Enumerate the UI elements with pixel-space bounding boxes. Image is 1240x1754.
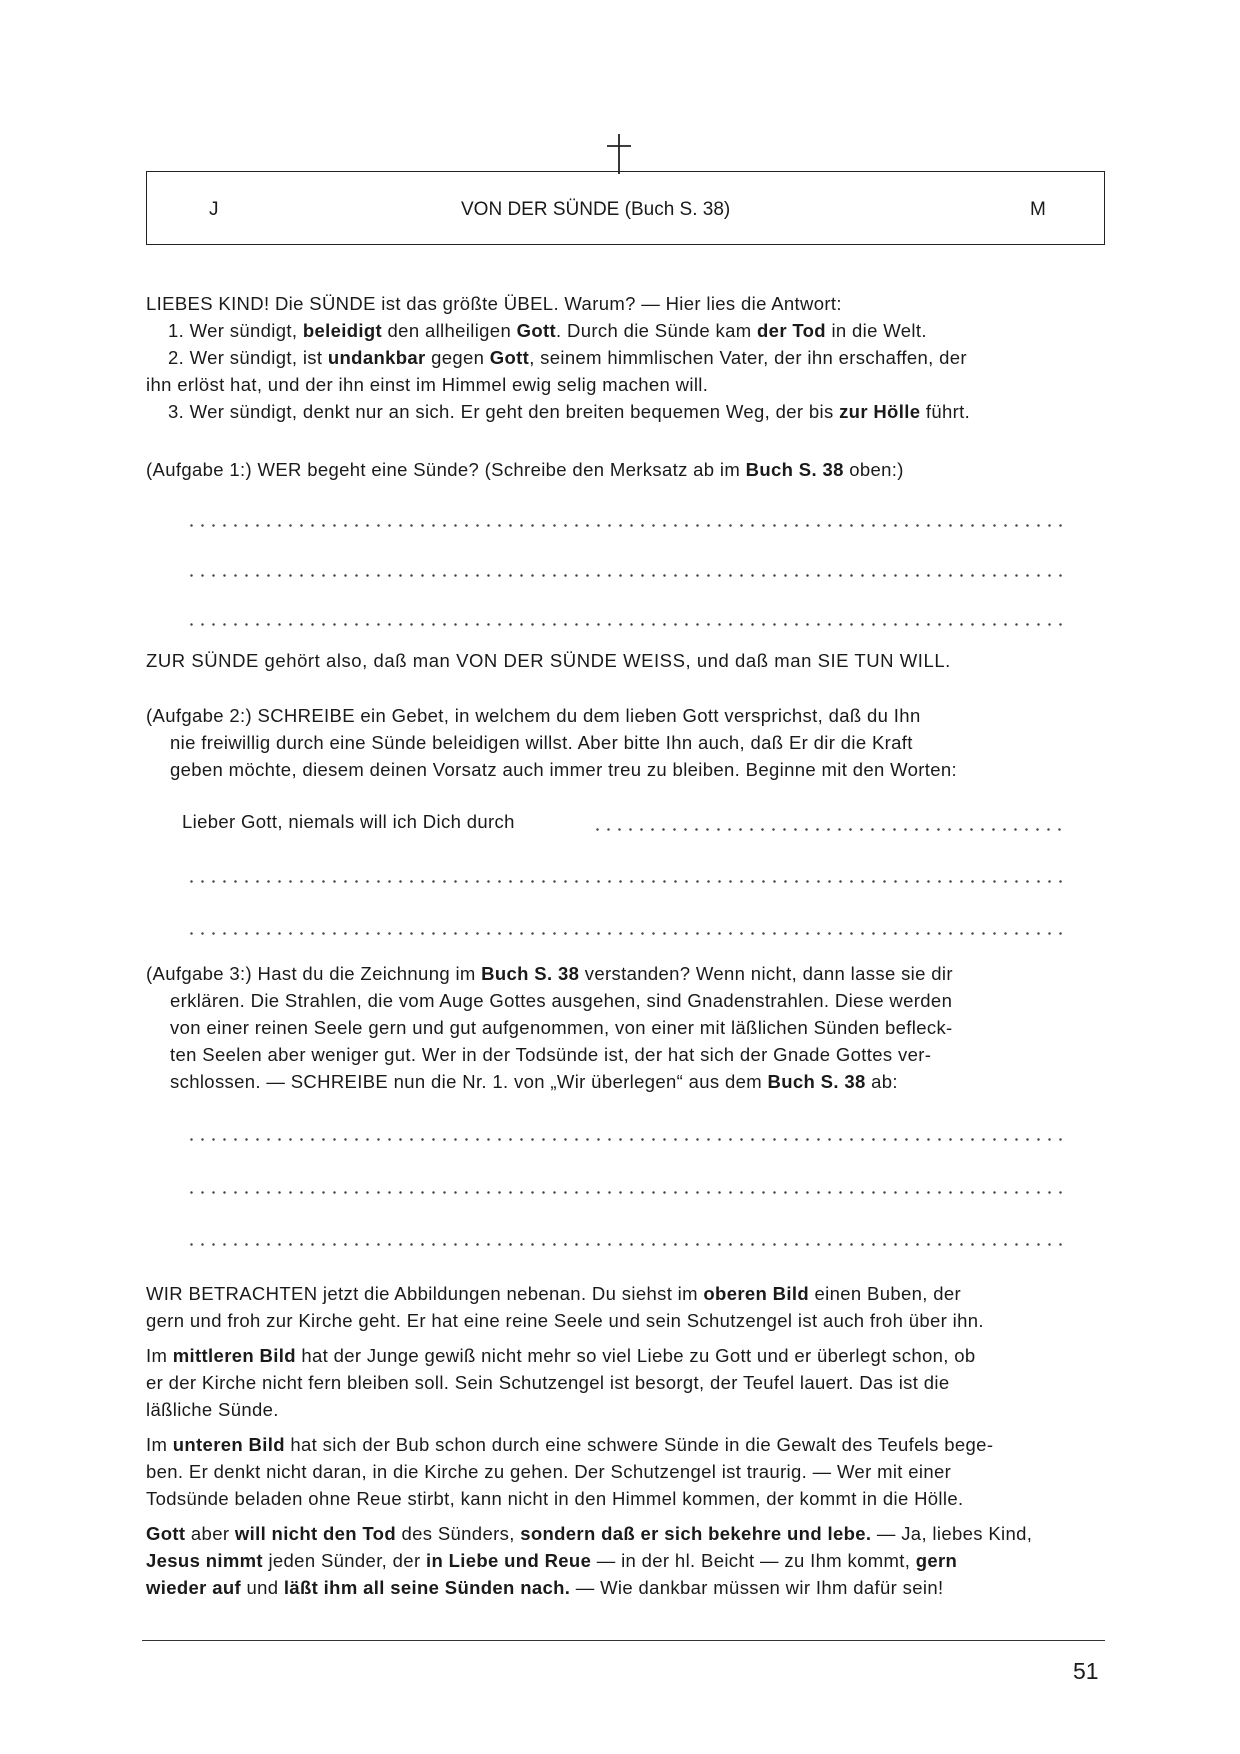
task-1-prompt: (Aufgabe 1:) WER begeht eine Sünde? (Schreibe den Merksatz ab im Buch S. 38 oben:)	[146, 459, 904, 480]
page-title: VON DER SÜNDE (Buch S. 38)	[461, 199, 731, 220]
page-number: 51	[1073, 1658, 1099, 1684]
header-left-letter: J	[209, 199, 219, 220]
writing-line[interactable]	[186, 1138, 1066, 1141]
writing-line[interactable]	[186, 880, 1066, 883]
intro-point-2-cont: ihn erlöst hat, und der ihn einst im Himmel ewig selig machen will.	[146, 374, 709, 395]
writing-line[interactable]	[186, 623, 1066, 626]
intro-lead: LIEBES KIND! Die SÜNDE ist das größte ÜBEL. Warum? — Hier lies die Antwort:	[146, 293, 842, 314]
closing-para: Gott aber will nicht den Tod des Sünders, sondern daß er sich bekehre und lebe. — Ja, liebes Kind, Jesus nimmt jeden Sünder, der in Liebe und Reue — in der hl. Beicht — zu Ihm kommt, gern wieder auf und läßt ihm all seine Sünden nach. — Wie dankbar müssen wir Ihm dafür sein!	[146, 1523, 1033, 1598]
prayer-start: Lieber Gott, niemals will ich Dich durch	[182, 811, 515, 832]
cross-icon	[604, 134, 634, 174]
title-box	[146, 171, 1105, 245]
pictures-para-2: Im mittleren Bild hat der Junge gewiß nicht mehr so viel Liebe zu Gott und er überlegt schon, ob er der Kirche nicht fern bleiben soll. Sein Schutzengel ist besorgt, der Teufel lauert. Das ist die läßliche Sünde.	[146, 1345, 976, 1420]
task-3-prompt: (Aufgabe 3:) Hast du die Zeichnung im Buch S. 38 verstanden? Wenn nicht, dann lasse sie dir erklären. Die Strahlen, die vom Auge Gottes ausgehen, sind Gnadenstrahlen. Diese werden von einer reinen Seele gern und gut aufgenommen, von einer mit läßlichen Sünden befleck- ten Seelen aber weniger gut. Wer in der Todsünde ist, der hat sich der Gnade Gottes ver- schlossen. — SCHREIBE nun die Nr. 1. von „Wir überlegen“ aus dem Buch S. 38 ab:	[146, 963, 953, 1092]
pictures-section	[146, 1280, 1111, 1601]
writing-line[interactable]	[186, 1243, 1066, 1246]
task-2-prompt: (Aufgabe 2:) SCHREIBE ein Gebet, in welchem du dem lieben Gott versprichst, daß du Ihn nie freiwillig durch eine Sünde beleidigen willst. Aber bitte Ihn auch, daß Er dir die Kraft geben möchte, diesem deinen Vorsatz auch immer treu zu bleiben. Beginne mit den Worten:	[146, 705, 957, 780]
footer-rule	[142, 1640, 1105, 1641]
summary-sentence: ZUR SÜNDE gehört also, daß man VON DER SÜNDE WEISS, und daß man SIE TUN WILL.	[146, 650, 951, 671]
intro-section	[146, 290, 1106, 425]
writing-line[interactable]	[186, 932, 1066, 935]
intro-point-3: 3. Wer sündigt, denkt nur an sich. Er geht den breiten bequemen Weg, der bis zur Hölle führt.	[168, 401, 971, 422]
writing-line[interactable]	[186, 1191, 1066, 1194]
pictures-para-1: WIR BETRACHTEN jetzt die Abbildungen nebenan. Du siehst im oberen Bild einen Buben, der gern und froh zur Kirche geht. Er hat eine reine Seele und sein Schutzengel ist auch froh über ihn.	[146, 1283, 984, 1331]
writing-line[interactable]	[186, 574, 1066, 577]
header-right-letter: M	[1030, 199, 1046, 220]
writing-line[interactable]	[592, 828, 1066, 831]
intro-point-2: 2. Wer sündigt, ist undankbar gegen Gott, seinem himmlischen Vater, der ihn erschaffen, der	[168, 347, 967, 368]
intro-point-1: 1. Wer sündigt, beleidigt den allheiligen Gott. Durch die Sünde kam der Tod in die Welt.	[168, 320, 927, 341]
writing-line[interactable]	[186, 524, 1066, 527]
pictures-para-3: Im unteren Bild hat sich der Bub schon durch eine schwere Sünde in die Gewalt des Teufels bege- ben. Er denkt nicht daran, in die Kirche zu gehen. Der Schutzengel ist traurig. — Wer mit einer Todsünde beladen ohne Reue stirbt, kann nicht in den Himmel kommen, der kommt in die Hölle.	[146, 1434, 994, 1509]
